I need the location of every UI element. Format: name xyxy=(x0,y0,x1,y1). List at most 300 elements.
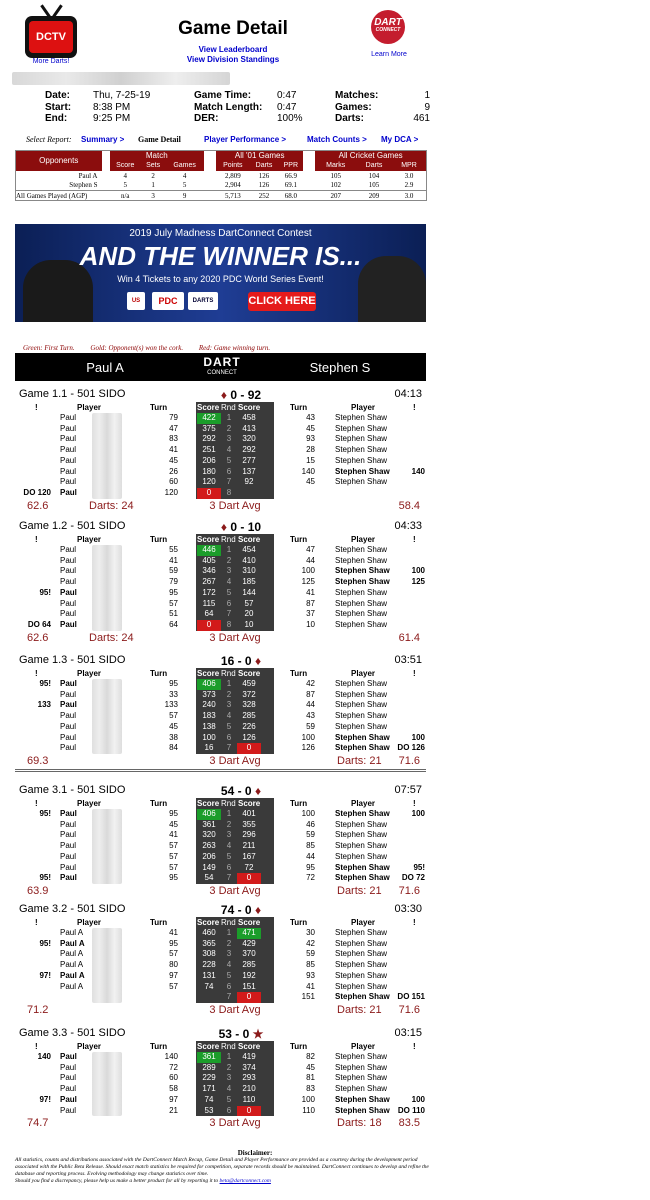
round-number: 2 xyxy=(226,689,232,699)
turn-row xyxy=(15,1106,426,1117)
right-remaining: 372 xyxy=(242,689,256,699)
blurred-name xyxy=(12,72,230,85)
left-remaining: 229 xyxy=(202,1073,216,1083)
right-marker: 100 xyxy=(411,566,425,576)
col-player-left: Player xyxy=(77,918,102,927)
right-remaining: 185 xyxy=(242,577,256,587)
round-number: 5 xyxy=(226,587,232,597)
diamond-icon: ♦ xyxy=(220,520,228,534)
right-turn: 87 xyxy=(306,689,315,699)
turn-row xyxy=(15,679,426,690)
summary-labels-1 xyxy=(45,90,71,125)
turn-row xyxy=(15,971,426,982)
match-summary xyxy=(15,90,435,126)
three-dart-avg-label: 3 Dart Avg xyxy=(209,1003,261,1016)
col-rnd: Rnd xyxy=(221,535,236,544)
turn-row xyxy=(15,820,426,831)
left-turn: 41 xyxy=(169,928,178,937)
right-player: Stephen Shaw xyxy=(335,619,388,629)
beta-email-link[interactable]: beta@dartconnect.com xyxy=(219,1178,271,1184)
left-turn: 57 xyxy=(169,598,178,608)
left-3da: 71.2 xyxy=(27,1003,49,1016)
col-player-right: Player xyxy=(351,1042,376,1051)
game-score: 0 - 92 xyxy=(230,388,262,402)
left-turn: 84 xyxy=(169,743,178,753)
left-remaining: 240 xyxy=(202,700,216,710)
stat-cell: 5 xyxy=(123,181,128,190)
right-turn: 44 xyxy=(306,851,315,861)
left-remaining: 373 xyxy=(202,689,216,699)
disclaimer-body: All statistics, counts and distributions associated with the DartConnect Match Recap, Game Detail and Player Performance are provided as a courtesy during the development period associated with the Public Beta Release. Should exact match statistics be required for competition, separate records should be maintained. DartConnect continues to develop and refine the database and reporting process. Evolving methodology may change statistics over time. xyxy=(15,1157,429,1177)
right-player: Stephen Shaw xyxy=(335,545,388,554)
game-section xyxy=(15,1024,426,1138)
col-turn-right: Turn xyxy=(290,403,308,412)
right-turn: 44 xyxy=(306,700,315,710)
left-remaining: 120 xyxy=(202,477,216,487)
col-rnd: Rnd xyxy=(221,799,236,808)
left-remaining: 308 xyxy=(202,949,216,959)
right-remaining: 459 xyxy=(242,679,256,688)
disclaimer-contact xyxy=(15,1178,435,1185)
col-bang-right: ! xyxy=(413,799,416,808)
right-3da: 71.6 xyxy=(398,754,420,767)
summary-values-3 xyxy=(390,90,430,125)
round-number: 6 xyxy=(226,1105,232,1115)
right-marker: DO 72 xyxy=(401,873,425,883)
left-player: Paul xyxy=(60,487,77,497)
turn-row xyxy=(15,456,426,467)
left-turn: 57 xyxy=(169,981,178,991)
left-turn: 47 xyxy=(169,423,178,433)
left-marker: 95! xyxy=(39,873,51,883)
right-turn: 30 xyxy=(306,928,315,937)
turn-row xyxy=(15,949,426,960)
stat-row-name: Paul A xyxy=(78,171,98,180)
disclaimer-contact-text: Should you find a discrepancy, please help us make a better product for all by reporting it to xyxy=(15,1178,219,1184)
left-turn: 41 xyxy=(169,830,178,840)
stat-cell: 4 xyxy=(182,171,187,180)
right-turn: 59 xyxy=(306,949,315,959)
left-darts: Darts: 24 xyxy=(89,499,134,512)
right-turn: 93 xyxy=(306,970,315,980)
left-remaining: 54 xyxy=(204,873,214,883)
round-number: 6 xyxy=(226,981,232,991)
stat-cell: 104 xyxy=(368,171,380,180)
diamond-icon: ♦ xyxy=(254,654,262,668)
game-score: 16 - 0 xyxy=(220,654,252,668)
stat-subheader: PPR xyxy=(278,161,303,171)
right-player: Stephen Shaw xyxy=(335,679,388,688)
left-player: Paul xyxy=(60,841,77,851)
right-turn: 41 xyxy=(306,981,315,991)
three-dart-avg-label: 3 Dart Avg xyxy=(209,1117,261,1130)
stat-row-name: Stephen S xyxy=(69,181,98,190)
stat-subheader: Games xyxy=(165,161,204,171)
game-score-box xyxy=(205,654,277,668)
stat-cell: 2.9 xyxy=(404,181,414,190)
stat-cell: 3 xyxy=(151,191,155,200)
right-remaining: 0 xyxy=(237,992,261,1003)
game-section xyxy=(15,385,426,521)
right-remaining: 458 xyxy=(242,413,256,422)
left-turn: 21 xyxy=(169,1105,178,1115)
right-darts: Darts: 21 xyxy=(337,1003,382,1016)
view-division-link[interactable]: View Division Standings xyxy=(186,55,280,64)
report-match-counts-link[interactable]: Match Counts > xyxy=(307,135,367,144)
col-rnd: Rnd xyxy=(221,1042,236,1051)
left-remaining: 16 xyxy=(204,743,214,753)
game-score: 74 - 0 xyxy=(220,903,252,917)
diamond-icon: ♦ xyxy=(254,784,262,798)
left-turn: 57 xyxy=(169,862,178,872)
left-remaining: 346 xyxy=(202,566,216,576)
left-turn: 57 xyxy=(169,841,178,851)
right-remaining: 92 xyxy=(244,477,254,487)
turn-row xyxy=(15,722,426,733)
col-player-right: Player xyxy=(351,535,376,544)
right-remaining: 285 xyxy=(242,960,256,970)
game-section xyxy=(15,517,426,653)
banner-subtitle: 2019 July Madness DartConnect Contest xyxy=(129,228,312,239)
right-turn: 100 xyxy=(301,1094,315,1104)
left-player: Paul A xyxy=(60,949,84,959)
left-player: Paul A xyxy=(60,981,84,991)
right-remaining: 57 xyxy=(244,598,254,608)
right-turn: 43 xyxy=(306,413,315,422)
left-remaining: 64 xyxy=(204,609,214,619)
turn-row xyxy=(15,477,426,488)
col-score-right: Score xyxy=(238,1042,261,1051)
col-bang-right: ! xyxy=(413,1042,416,1051)
left-3da: 69.3 xyxy=(27,754,49,767)
turn-row xyxy=(15,743,426,754)
right-turn: 44 xyxy=(306,555,315,565)
stat-subheader: Darts xyxy=(356,161,392,171)
turn-row xyxy=(15,852,426,863)
round-number: 2 xyxy=(226,819,232,829)
left-turn: 55 xyxy=(169,545,178,554)
left-marker: 133 xyxy=(37,700,51,710)
round-number: 3 xyxy=(226,830,232,840)
turn-row xyxy=(15,1052,426,1063)
col-rnd: Rnd xyxy=(221,403,236,412)
us-open-logo: US xyxy=(127,292,145,310)
col-score-right: Score xyxy=(238,403,261,412)
contest-banner[interactable] xyxy=(15,224,426,322)
date-label: Date: xyxy=(45,90,71,101)
left-remaining: 149 xyxy=(202,862,216,872)
right-remaining: 355 xyxy=(242,819,256,829)
left-turn: 79 xyxy=(169,413,178,422)
left-player: Paul xyxy=(60,1052,77,1061)
left-player: Paul xyxy=(60,1105,77,1115)
turn-row xyxy=(15,424,426,435)
darts-logo: DARTS xyxy=(188,292,218,310)
right-player: Stephen Shaw xyxy=(335,960,388,970)
round-number: 1 xyxy=(226,1052,232,1061)
right-remaining: 137 xyxy=(242,466,256,476)
round-number: 3 xyxy=(226,566,232,576)
turn-row xyxy=(15,545,426,556)
dctv-label: DCTV xyxy=(29,21,73,53)
left-remaining: 460 xyxy=(202,928,216,937)
stat-subheader: Score xyxy=(110,161,142,171)
left-remaining: 289 xyxy=(202,1062,216,1072)
left-remaining: 405 xyxy=(202,555,216,565)
game-time: 04:33 xyxy=(394,520,422,532)
view-leaderboard-link[interactable]: View Leaderboard xyxy=(198,45,268,54)
right-player: Stephen Shaw xyxy=(335,981,388,991)
stat-cell: 2 xyxy=(151,171,155,180)
stat-subheader: Sets xyxy=(141,161,165,171)
col-player-left: Player xyxy=(77,1042,102,1051)
col-turn-right: Turn xyxy=(290,669,308,678)
right-player: Stephen Shaw xyxy=(335,819,388,829)
right-player-name: Stephen S xyxy=(309,360,371,375)
right-player: Stephen Shaw xyxy=(335,743,390,753)
left-turn: 57 xyxy=(169,851,178,861)
col-opponents: Opponents xyxy=(16,151,102,171)
left-player: Paul xyxy=(60,819,77,829)
report-player-perf-link[interactable]: Player Performance > xyxy=(204,135,287,144)
left-marker: DO 120 xyxy=(23,487,51,497)
left-remaining: 172 xyxy=(202,587,216,597)
banner-click-here-button[interactable]: CLICK HERE xyxy=(248,292,316,311)
game-section xyxy=(15,651,426,776)
color-legend xyxy=(23,344,284,352)
stat-row-name: All Games Played (AGP) xyxy=(16,191,88,200)
left-marker: 95! xyxy=(39,809,51,818)
turn-row xyxy=(15,982,426,993)
left-player: Paul xyxy=(60,423,77,433)
left-player: Paul xyxy=(60,1094,77,1104)
right-player: Stephen Shaw xyxy=(335,1062,388,1072)
left-turn: 95 xyxy=(169,679,178,688)
left-remaining: 267 xyxy=(202,577,216,587)
round-number: 1 xyxy=(226,809,232,818)
dartconnect-logo[interactable] xyxy=(371,10,405,44)
round-number: 5 xyxy=(226,970,232,980)
round-number: 4 xyxy=(226,577,232,587)
right-turn: 82 xyxy=(306,1052,315,1061)
right-turn: 42 xyxy=(306,938,315,948)
legend-red: Red: Game winning turn. xyxy=(198,344,271,352)
right-remaining: 293 xyxy=(242,1073,256,1083)
round-number: 6 xyxy=(226,466,232,476)
right-remaining: 292 xyxy=(242,445,256,455)
col-turn-right: Turn xyxy=(290,799,308,808)
left-player: Paul A xyxy=(60,970,85,980)
right-turn: 42 xyxy=(306,679,315,688)
round-number: 3 xyxy=(226,434,232,444)
turn-row xyxy=(15,566,426,577)
dctv-logo[interactable] xyxy=(25,4,77,56)
col-player-left: Player xyxy=(77,535,102,544)
left-3da: 62.6 xyxy=(27,631,49,644)
left-remaining: 0 xyxy=(197,488,221,499)
right-3da: 83.5 xyxy=(398,1117,420,1130)
stat-cell: 252 xyxy=(258,191,270,200)
left-remaining: 206 xyxy=(202,455,216,465)
banner-offer: Win 4 Tickets to any 2020 PDC World Series Event! xyxy=(117,274,324,284)
end-value: 9:25 PM xyxy=(93,113,131,124)
round-number: 4 xyxy=(226,711,232,721)
left-darts: Darts: 24 xyxy=(89,631,134,644)
right-remaining: 419 xyxy=(242,1052,256,1061)
left-remaining: 422 xyxy=(197,413,221,424)
match-length-label: Match Length: xyxy=(194,101,263,113)
right-player: Stephen Shaw xyxy=(335,1052,388,1061)
col-rnd: Rnd xyxy=(221,669,236,678)
right-turn: 126 xyxy=(301,743,315,753)
col-score-right: Score xyxy=(238,535,261,544)
der-label: DER: xyxy=(194,113,219,124)
col-score-left: Score xyxy=(197,1042,220,1051)
turn-row xyxy=(15,445,426,456)
right-player: Stephen Shaw xyxy=(335,434,388,444)
turn-row xyxy=(15,1084,426,1095)
stat-cell: 66.9 xyxy=(284,171,297,180)
more-darts-link[interactable]: More Darts! xyxy=(32,58,70,65)
round-number: 6 xyxy=(226,732,232,742)
col-player-right: Player xyxy=(351,403,376,412)
stat-cell: 3.0 xyxy=(404,171,414,180)
right-player: Stephen Shaw xyxy=(335,587,388,597)
left-player: Paul xyxy=(60,862,77,872)
col-turn-right: Turn xyxy=(290,535,308,544)
stat-cell: 126 xyxy=(258,171,270,180)
der-value: 100% xyxy=(277,113,303,124)
right-marker: DO 151 xyxy=(397,992,425,1002)
left-player: Paul xyxy=(60,873,77,883)
right-player: Stephen Shaw xyxy=(335,598,388,608)
right-turn: 59 xyxy=(306,830,315,840)
right-player: Stephen Shaw xyxy=(335,928,388,937)
left-remaining: 74 xyxy=(204,981,214,991)
right-player: Stephen Shaw xyxy=(335,970,388,980)
left-turn: 60 xyxy=(169,1073,178,1083)
right-turn: 85 xyxy=(306,841,315,851)
report-my-dca-link[interactable]: My DCA > xyxy=(381,135,419,144)
three-dart-avg-label: 3 Dart Avg xyxy=(209,631,261,644)
col-turn-right: Turn xyxy=(290,918,308,927)
game-title: Game 3.2 - 501 SIDO xyxy=(19,903,126,915)
right-remaining: 0 xyxy=(237,873,261,884)
right-player: Stephen Shaw xyxy=(335,477,388,487)
left-player: Paul xyxy=(60,1062,77,1072)
left-turn: 41 xyxy=(169,555,178,565)
turn-row xyxy=(15,733,426,744)
right-player: Stephen Shaw xyxy=(335,466,390,476)
right-3da: 71.6 xyxy=(398,1003,420,1016)
right-player: Stephen Shaw xyxy=(335,555,388,565)
right-turn: 41 xyxy=(306,587,315,597)
stat-subheader: Points xyxy=(216,161,250,171)
round-number: 3 xyxy=(226,700,232,710)
col-score-left: Score xyxy=(197,799,220,808)
star-icon: ★ xyxy=(252,1027,264,1041)
right-turn: 83 xyxy=(306,1084,315,1094)
right-remaining: 413 xyxy=(242,423,256,433)
right-remaining: 126 xyxy=(242,732,256,742)
left-remaining: 100 xyxy=(202,732,216,742)
right-remaining: 401 xyxy=(242,809,256,818)
left-turn: 33 xyxy=(169,689,178,699)
report-summary-link[interactable]: Summary > xyxy=(81,135,125,144)
right-player: Stephen Shaw xyxy=(335,711,388,721)
left-turn: 140 xyxy=(164,1052,178,1061)
col-player-right: Player xyxy=(351,799,376,808)
left-turn: 59 xyxy=(169,566,178,576)
round-number: 7 xyxy=(226,477,232,487)
stat-subheader: Darts xyxy=(250,161,279,171)
right-remaining: 310 xyxy=(242,566,256,576)
col-player-left: Player xyxy=(77,799,102,808)
learn-more-link[interactable]: Learn More xyxy=(371,51,407,58)
page-title: Game Detail xyxy=(178,18,288,39)
left-turn: 83 xyxy=(169,434,178,444)
left-3da: 63.9 xyxy=(27,884,49,897)
right-remaining: 72 xyxy=(244,862,254,872)
left-remaining: 406 xyxy=(197,809,221,820)
round-number: 7 xyxy=(226,873,232,883)
legend-gold: Gold: Opponent(s) won the cork. xyxy=(90,344,184,352)
dc-logo-bottom: CONNECT xyxy=(375,27,401,33)
left-marker: 95! xyxy=(39,587,51,597)
left-player: Paul xyxy=(60,545,77,554)
left-remaining: 361 xyxy=(197,1052,221,1063)
turn-row xyxy=(15,690,426,701)
game-time: 07:57 xyxy=(394,784,422,796)
disclaimer-title: Disclaimer: xyxy=(237,1149,273,1157)
round-number: 5 xyxy=(226,455,232,465)
left-turn: 45 xyxy=(169,721,178,731)
col-bang-right: ! xyxy=(413,918,416,927)
turn-row xyxy=(15,830,426,841)
left-turn: 72 xyxy=(169,1062,178,1072)
left-remaining: 115 xyxy=(202,598,216,608)
right-player: Stephen Shaw xyxy=(335,809,390,818)
left-remaining: 446 xyxy=(197,545,221,556)
left-marker: 95! xyxy=(39,679,51,688)
col-cricket: All Cricket Games xyxy=(315,151,426,161)
turn-row xyxy=(15,700,426,711)
right-player: Stephen Shaw xyxy=(335,445,388,455)
left-turn: 41 xyxy=(169,445,178,455)
col-rnd: Rnd xyxy=(221,918,236,927)
start-label: Start: xyxy=(45,101,72,113)
turn-row xyxy=(15,863,426,874)
left-player: Paul xyxy=(60,689,77,699)
col-score-right: Score xyxy=(238,799,261,808)
col-player-right: Player xyxy=(351,669,376,678)
round-number: 7 xyxy=(226,743,232,753)
col-score-left: Score xyxy=(197,918,220,927)
right-darts: Darts: 18 xyxy=(337,1117,382,1130)
left-remaining: 361 xyxy=(202,819,216,829)
round-number: 5 xyxy=(226,851,232,861)
left-remaining: 180 xyxy=(202,466,216,476)
right-remaining: 211 xyxy=(242,841,256,851)
col-bang: ! xyxy=(35,403,38,412)
right-turn: 10 xyxy=(306,619,315,629)
dc-logo-top: DART xyxy=(374,17,402,28)
stat-subheader: Marks xyxy=(315,161,356,171)
left-remaining: 171 xyxy=(202,1084,216,1094)
right-marker: 100 xyxy=(411,809,425,818)
right-remaining: 429 xyxy=(242,938,256,948)
stat-cell: 4 xyxy=(123,171,128,180)
